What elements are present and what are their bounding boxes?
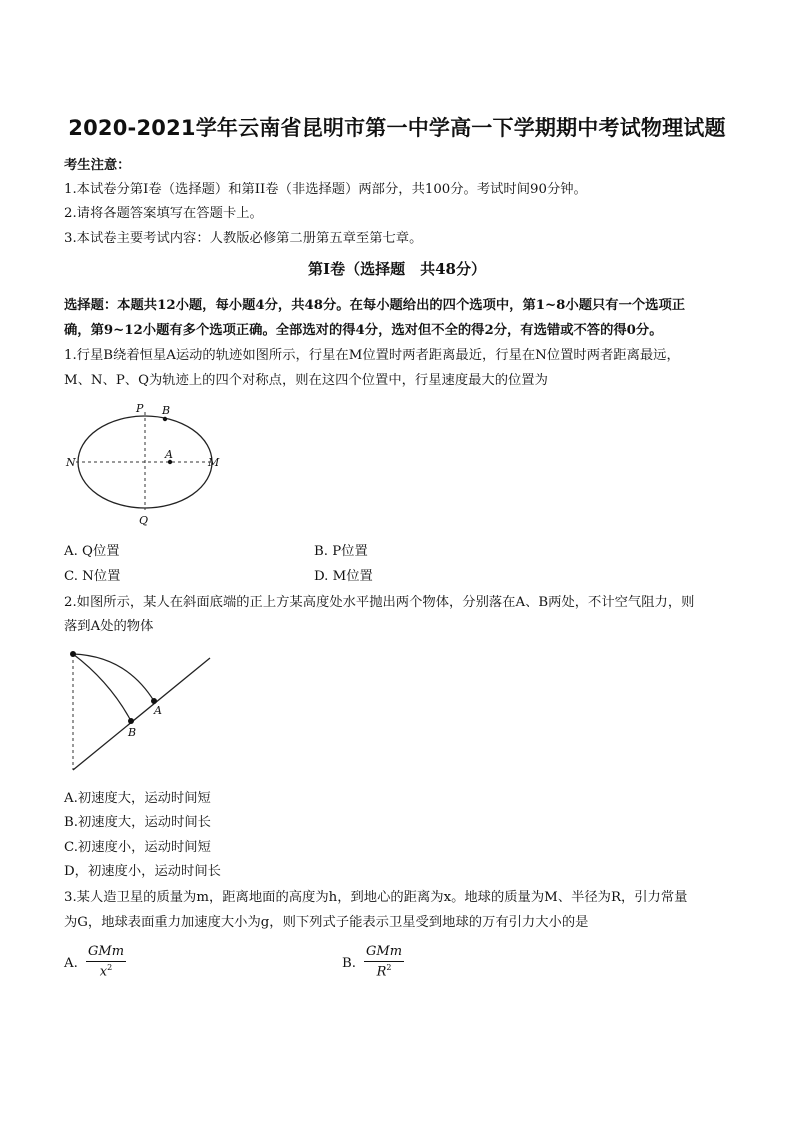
label-b: B (162, 404, 171, 417)
notice-item: 3.本试卷主要考试内容：人教版必修第二册第五章至第七章。 (64, 231, 423, 246)
question-2-text: 2.如图所示，某人在斜面底端的正上方某高度处水平抛出两个物体，分别落在A、B两处，不计空气阻力，则 (64, 595, 695, 610)
notice-item: 1.本试卷分第I卷（选择题）和第II卷（非选择题）两部分，共100分。考试时间90分钟。 (64, 182, 587, 197)
q2-option-d: D，初速度小，运动时间长 (64, 864, 221, 879)
planet-b-dot (163, 417, 167, 421)
point-b-dot (128, 718, 134, 724)
q1-option-d: D. M位置 (314, 569, 373, 584)
denominator-symbol: R (376, 964, 387, 980)
question-3-text: 为G，地球表面重力加速度大小为g，则下列式子能表示卫星受到地球的万有引力大小的是 (64, 915, 589, 930)
exponent: 2 (386, 963, 392, 972)
q1-option-c: C. N位置 (64, 569, 121, 584)
label-n: N (66, 456, 76, 469)
label-p: P (136, 402, 144, 415)
exponent: 2 (107, 963, 113, 972)
orbit-figure (62, 398, 232, 530)
q2-option-c: C.初速度小，运动时间短 (64, 840, 211, 855)
q2-option-b: B.初速度大，运动时间长 (64, 815, 211, 830)
fraction-denominator (86, 962, 126, 979)
label-m: M (208, 456, 220, 469)
question-2-text: 落到A处的物体 (64, 619, 154, 634)
q3-option-b-label: B. (342, 956, 356, 971)
page-title: 2020-2021学年云南省昆明市第一中学高一下学期期中考试物理试题 (68, 116, 726, 140)
q1-option-a: A. Q位置 (64, 544, 120, 559)
fraction-numerator: GMm (364, 944, 404, 962)
q3-option-b-fraction (364, 944, 404, 979)
fraction-numerator: GMm (86, 944, 126, 962)
trajectory-b (73, 654, 131, 721)
question-1-text: 1.行星B绕着恒星A运动的轨迹如图所示，行星在M位置时两者距离最近，行星在N位置时两者距离最远， (64, 348, 680, 363)
launch-point-dot (70, 651, 76, 657)
q1-option-b: B. P位置 (314, 544, 368, 559)
label-b: B (128, 726, 137, 739)
q3-option-a-fraction (86, 944, 126, 979)
fraction-denominator (364, 962, 404, 979)
instructions-line: 选择题：本题共12小题，每小题4分，共48分。在每小题给出的四个选项中，第1~8小题只有一个选项正 (64, 298, 686, 313)
question-1-text: M、N、P、Q为轨迹上的四个对称点，则在这四个位置中，行星速度最大的位置为 (64, 373, 548, 388)
instructions-line: 确，第9~12小题有多个选项正确。全部选对的得4分，选对但不全的得2分，有选错或不答的得0分。 (64, 323, 663, 338)
notice-item: 2.请将各题答案填写在答题卡上。 (64, 206, 263, 221)
label-a: A (165, 448, 173, 461)
label-a: A (154, 704, 162, 717)
projectile-figure (64, 644, 244, 774)
question-3-text: 3.某人造卫星的质量为m，距离地面的高度为h，到地心的距离为x。地球的质量为M、半径为R，引力常量 (64, 890, 688, 905)
section-title: 第I卷（选择题 共48分） (308, 260, 486, 278)
incline-line (73, 658, 210, 770)
notice-heading: 考生注意： (64, 158, 131, 173)
label-q: Q (139, 514, 149, 527)
q2-option-a: A.初速度大，运动时间短 (64, 791, 211, 806)
denominator-symbol: x (99, 964, 108, 980)
q3-option-a-label: A. (64, 956, 78, 971)
